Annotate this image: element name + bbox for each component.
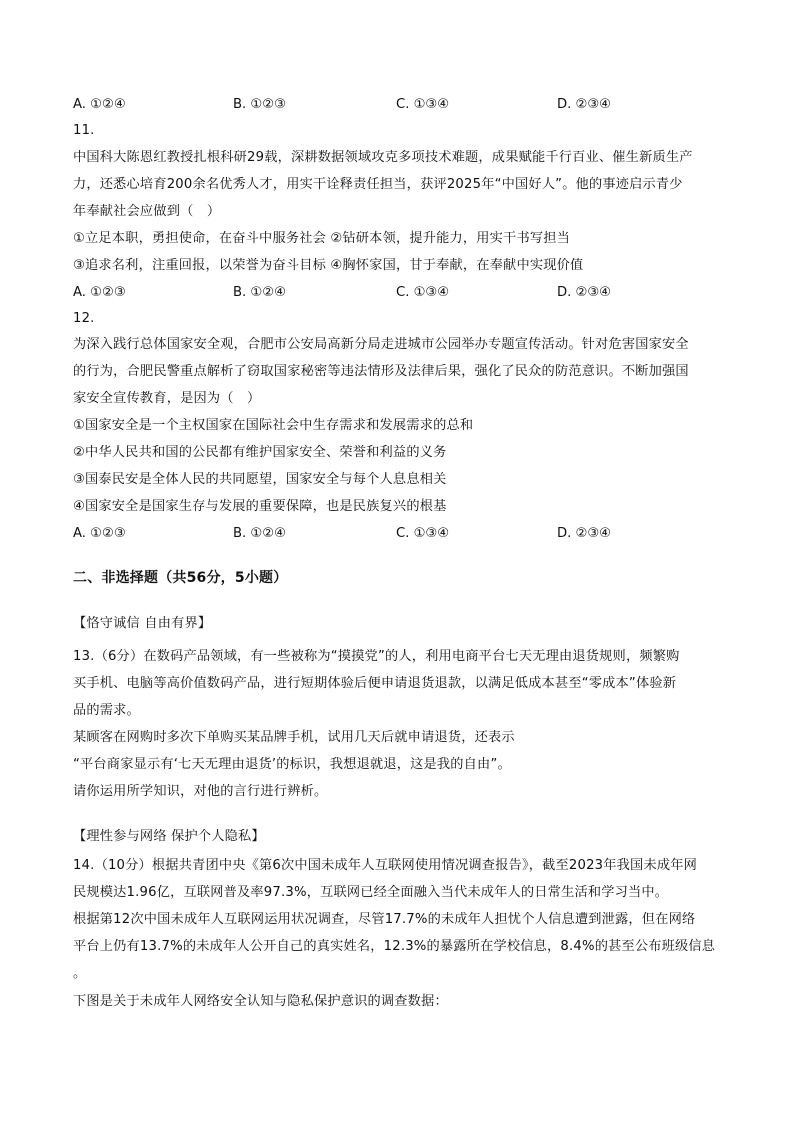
section-2-heading: 二、非选择题（共56分，5小题） (73, 570, 288, 586)
q14-topic: 【理性参与网络 保护个人隐私】 (73, 829, 265, 844)
q10-option-b: B. ①②③ (233, 97, 286, 112)
q13-line-3: 品的需求。 (73, 703, 140, 718)
q14-line-4: 平台上仍有13.7%的未成年人公开自己的真实姓名，12.3%的暴露所在学校信息，8.4%的甚至公布班级信息 (73, 939, 716, 954)
q14-line-3: 根据第12次中国未成年人互联网运用状况调查，尽管17.7%的未成年人担忧个人信息遭到泄露，但在网络 (73, 912, 696, 927)
q11-statement-line-2: ③追求名利，注重回报，以荣誉为奋斗目标 ④胸怀家国，甘于奉献，在奉献中实现价值 (73, 258, 584, 273)
q14-line-1: 14.（10分）根据共青团中央《第6次中国未成年人互联网使用情况调查报告》，截至2023年我国未成年网 (73, 858, 697, 873)
q13-line-1: 13.（6分）在数码产品领域，有一些被称为“摸摸党”的人，利用电商平台七天无理由退货规则，频繁购 (73, 649, 680, 664)
q12-statement-2: ②中华人民共和国的公民都有维护国家安全、荣誉和利益的义务 (73, 445, 447, 460)
q11-option-a: A. ①②③ (73, 285, 126, 300)
q12-option-c: C. ①③④ (396, 526, 450, 541)
q14-line-5: 。 (73, 966, 87, 981)
q11-option-b: B. ①②④ (233, 285, 286, 300)
q12-statement-3: ③国泰民安是全体人民的共同愿望，国家安全与每个人息息相关 (73, 472, 447, 487)
q14-line-2: 民规模达1.96亿，互联网普及率97.3%，互联网已经全面融入当代未成年人的日常生活和学习当中。 (73, 885, 669, 900)
q13-line-5: “平台商家显示有‘七天无理由退货’的标识，我想退就退，这是我的自由”。 (73, 757, 511, 772)
q10-option-a: A. ①②④ (73, 97, 126, 112)
q13-line-4: 某顾客在网购时多次下单购买某品牌手机，试用几天后就申请退货，还表示 (73, 730, 515, 745)
q12-stem-line-1: 为深入践行总体国家安全观，合肥市公安局高新分局走进城市公园举办专题宣传活动。针对危害国家安全 (73, 337, 689, 352)
q11-stem-line-2: 力，还悉心培育200余名优秀人才，用实干诠释责任担当，获评2025年“中国好人”。他的事迹启示青少 (73, 177, 683, 192)
q12-option-d: D. ②③④ (557, 526, 612, 541)
q14-line-6: 下图是关于未成年人网络安全认知与隐私保护意识的调查数据： (73, 994, 448, 1009)
q12-stem-line-2: 的行为，合肥民警重点解析了窃取国家秘密等违法情形及法律后果，强化了民众的防范意识。不断加强国 (73, 364, 689, 379)
q12-statement-4: ④国家安全是国家生存与发展的重要保障，也是民族复兴的根基 (73, 499, 447, 514)
q12-number: 12. (73, 311, 95, 326)
q13-line-6: 请你运用所学知识，对他的言行进行辨析。 (73, 784, 328, 799)
q12-option-b: B. ①②④ (233, 526, 286, 541)
q11-stem-line-1: 中国科大陈恩红教授扎根科研29载，深耕数据领域攻克多项技术难题，成果赋能千行百业、催生新质生产 (73, 150, 693, 165)
q12-statement-1: ①国家安全是一个主权国家在国际社会中生存需求和发展需求的总和 (73, 418, 474, 433)
q11-stem-line-3: 年奉献社会应做到（ ） (73, 204, 221, 219)
q12-stem-line-3: 家安全宣传教育，是因为（ ） (73, 391, 261, 406)
q11-option-d: D. ②③④ (557, 285, 612, 300)
q11-statement-line-1: ①立足本职，勇担使命，在奋斗中服务社会 ②钻研本领，提升能力，用实干书写担当 (73, 231, 570, 246)
q12-option-a: A. ①②③ (73, 526, 126, 541)
q13-line-2: 买手机、电脑等高价值数码产品，进行短期体验后便申请退货退款，以满足低成本甚至“零成本”体验新 (73, 676, 677, 691)
q13-topic: 【恪守诚信 自由有界】 (73, 616, 212, 631)
q11-option-c: C. ①③④ (396, 285, 450, 300)
q10-option-d: D. ②③④ (557, 97, 612, 112)
q11-number: 11. (73, 123, 95, 138)
q10-option-c: C. ①③④ (396, 97, 450, 112)
